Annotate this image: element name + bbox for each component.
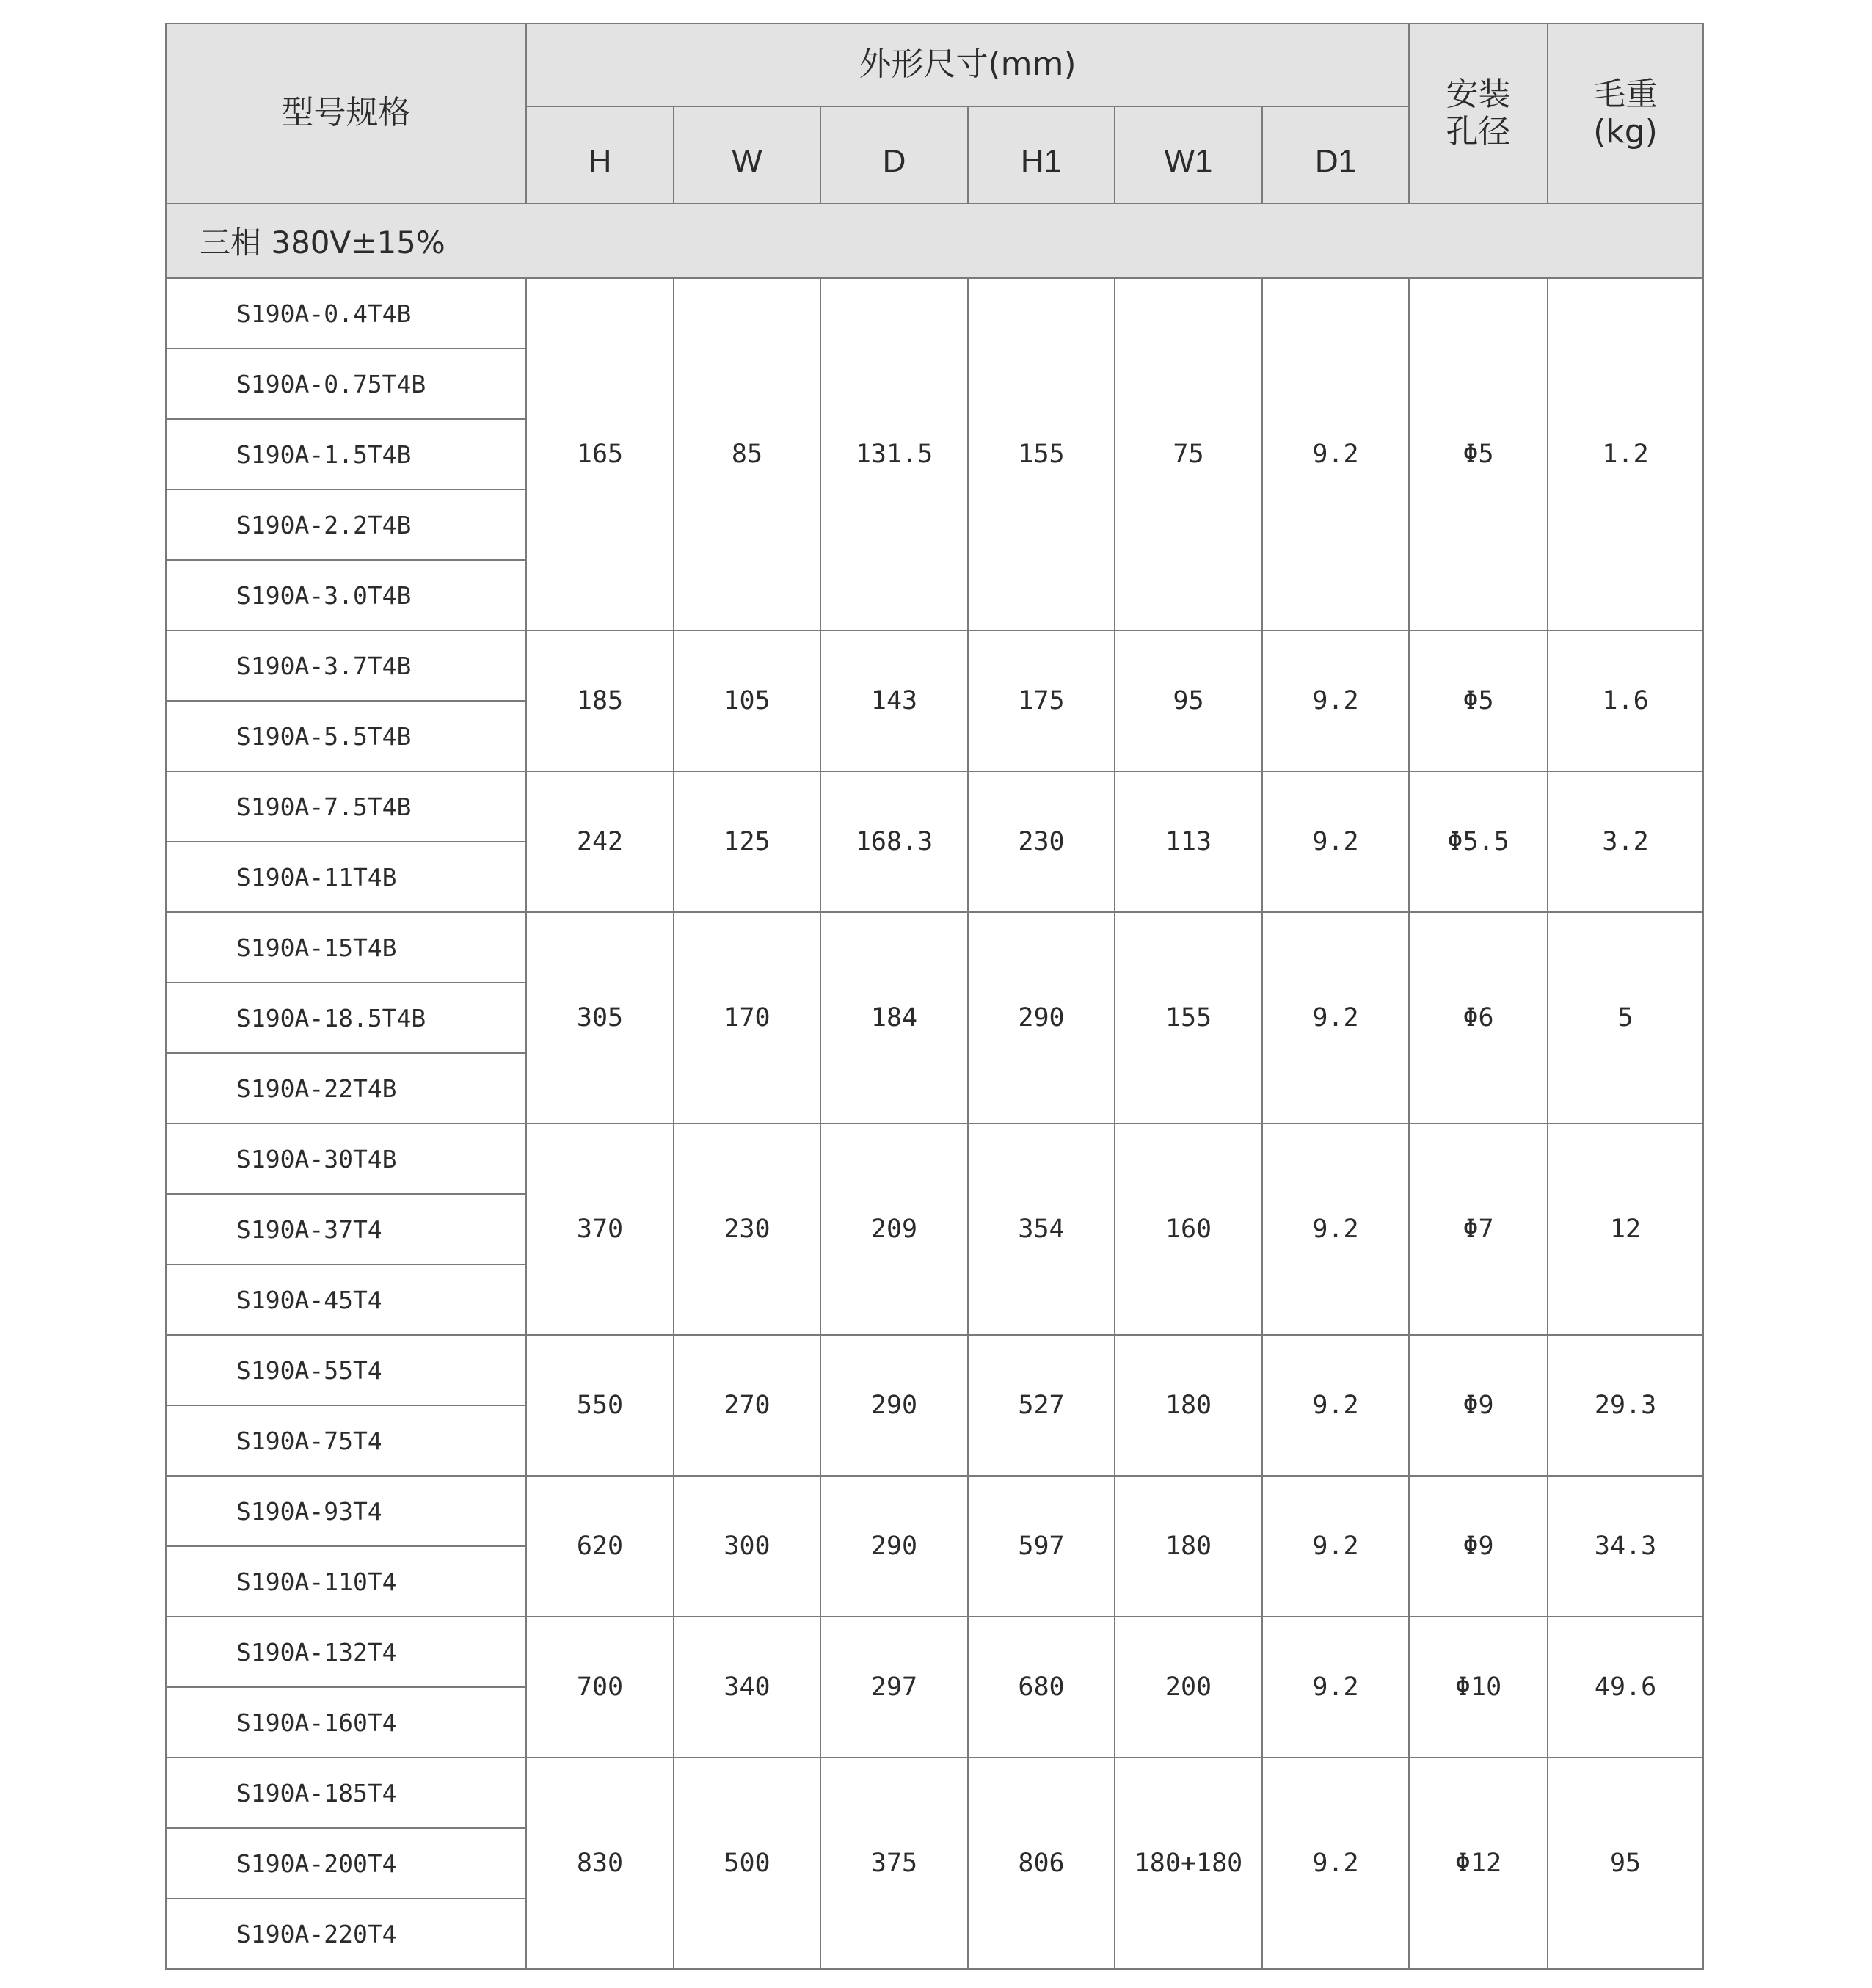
d1-cell: 9.2: [1262, 1476, 1409, 1617]
d1-cell: 9.2: [1262, 771, 1409, 912]
dimensions-header: 外形尺寸(mm): [526, 23, 1409, 106]
weight-header: [1548, 23, 1703, 203]
h-cell: 242: [526, 771, 674, 912]
model-cell: S190A-0.75T4B: [166, 349, 526, 419]
mount-hole-header-line2: 孔径: [1446, 112, 1511, 150]
h-cell: 305: [526, 912, 674, 1124]
mount-hole-cell: Φ6: [1409, 912, 1548, 1124]
model-cell: S190A-2.2T4B: [166, 489, 526, 560]
weight-cell: 3.2: [1548, 771, 1703, 912]
weight-cell: 49.6: [1548, 1617, 1703, 1758]
w1-cell: 180: [1115, 1476, 1262, 1617]
column-header-d1: D1: [1262, 106, 1409, 203]
h-cell: 620: [526, 1476, 674, 1617]
model-cell: S190A-22T4B: [166, 1053, 526, 1124]
column-header-d: D: [820, 106, 968, 203]
mount-hole-cell: Φ10: [1409, 1617, 1548, 1758]
table-header: [166, 23, 1703, 203]
weight-cell: 12: [1548, 1124, 1703, 1335]
h1-cell: 354: [968, 1124, 1115, 1335]
d-cell: 143: [820, 630, 968, 771]
model-cell: S190A-45T4: [166, 1264, 526, 1335]
table-row: [166, 1617, 1703, 1687]
table-row: [166, 278, 1703, 349]
mount-hole-cell: Φ5: [1409, 278, 1548, 630]
model-cell: S190A-5.5T4B: [166, 701, 526, 771]
w1-cell: 155: [1115, 912, 1262, 1124]
h-cell: 550: [526, 1335, 674, 1476]
model-cell: S190A-37T4: [166, 1194, 526, 1264]
weight-header-line1: 毛重: [1593, 75, 1658, 113]
d-cell: 184: [820, 912, 968, 1124]
model-cell: S190A-220T4: [166, 1898, 526, 1969]
model-cell: S190A-93T4: [166, 1476, 526, 1546]
mount-hole-cell: Φ5: [1409, 630, 1548, 771]
mount-hole-cell: Φ9: [1409, 1476, 1548, 1617]
h-cell: 370: [526, 1124, 674, 1335]
mount-hole-header-line1: 安装: [1446, 75, 1511, 113]
model-cell: S190A-110T4: [166, 1546, 526, 1617]
model-cell: S190A-200T4: [166, 1828, 526, 1898]
d1-cell: 9.2: [1262, 278, 1409, 630]
group-row: [166, 203, 1703, 278]
d-cell: 375: [820, 1758, 968, 1969]
h-cell: 185: [526, 630, 674, 771]
d-cell: 168.3: [820, 771, 968, 912]
model-cell: S190A-185T4: [166, 1758, 526, 1828]
model-cell: S190A-55T4: [166, 1335, 526, 1405]
w1-cell: 200: [1115, 1617, 1262, 1758]
column-header-h1: H1: [968, 106, 1115, 203]
model-cell: S190A-132T4: [166, 1617, 526, 1687]
weight-header-line2: (kg): [1593, 112, 1658, 150]
model-cell: S190A-3.0T4B: [166, 560, 526, 630]
d-cell: 297: [820, 1617, 968, 1758]
w-cell: 500: [674, 1758, 820, 1969]
d-cell: 290: [820, 1335, 968, 1476]
w1-cell: 160: [1115, 1124, 1262, 1335]
d-cell: 290: [820, 1476, 968, 1617]
weight-cell: 95: [1548, 1758, 1703, 1969]
model-cell: S190A-3.7T4B: [166, 630, 526, 701]
group-label: 三相 380V±15%: [166, 203, 1703, 278]
table-row: [166, 1335, 1703, 1405]
column-header-w1: W1: [1115, 106, 1262, 203]
table-row: [166, 630, 1703, 701]
h1-cell: 680: [968, 1617, 1115, 1758]
table-row: [166, 771, 1703, 842]
h1-cell: 230: [968, 771, 1115, 912]
spec-table: [165, 23, 1704, 1970]
weight-cell: 1.6: [1548, 630, 1703, 771]
h-cell: 830: [526, 1758, 674, 1969]
w-cell: 85: [674, 278, 820, 630]
w1-cell: 180+180: [1115, 1758, 1262, 1969]
h-cell: 700: [526, 1617, 674, 1758]
table-row: [166, 912, 1703, 983]
w-cell: 270: [674, 1335, 820, 1476]
d-cell: 209: [820, 1124, 968, 1335]
h1-cell: 155: [968, 278, 1115, 630]
mount-hole-cell: Φ7: [1409, 1124, 1548, 1335]
mount-hole-header: [1409, 23, 1548, 203]
model-cell: S190A-18.5T4B: [166, 983, 526, 1053]
d1-cell: 9.2: [1262, 1758, 1409, 1969]
model-cell: S190A-0.4T4B: [166, 278, 526, 349]
header-row-1: [166, 23, 1703, 106]
model-cell: S190A-7.5T4B: [166, 771, 526, 842]
d-cell: 131.5: [820, 278, 968, 630]
model-cell: S190A-11T4B: [166, 842, 526, 912]
table-body: [166, 203, 1703, 1969]
model-cell: S190A-75T4: [166, 1405, 526, 1476]
weight-cell: 1.2: [1548, 278, 1703, 630]
w-cell: 125: [674, 771, 820, 912]
w-cell: 300: [674, 1476, 820, 1617]
model-cell: S190A-15T4B: [166, 912, 526, 983]
weight-cell: 29.3: [1548, 1335, 1703, 1476]
w-cell: 340: [674, 1617, 820, 1758]
mount-hole-cell: Φ5.5: [1409, 771, 1548, 912]
model-header: 型号规格: [166, 23, 526, 203]
table-row: [166, 1758, 1703, 1828]
w1-cell: 95: [1115, 630, 1262, 771]
d1-cell: 9.2: [1262, 1335, 1409, 1476]
h1-cell: 597: [968, 1476, 1115, 1617]
d1-cell: 9.2: [1262, 630, 1409, 771]
column-header-h: H: [526, 106, 674, 203]
w1-cell: 75: [1115, 278, 1262, 630]
d1-cell: 9.2: [1262, 1617, 1409, 1758]
h1-cell: 806: [968, 1758, 1115, 1969]
mount-hole-cell: Φ12: [1409, 1758, 1548, 1969]
column-header-w: W: [674, 106, 820, 203]
h1-cell: 527: [968, 1335, 1115, 1476]
h-cell: 165: [526, 278, 674, 630]
table-row: [166, 1476, 1703, 1546]
model-cell: S190A-30T4B: [166, 1124, 526, 1194]
w-cell: 230: [674, 1124, 820, 1335]
model-cell: S190A-1.5T4B: [166, 419, 526, 489]
weight-cell: 5: [1548, 912, 1703, 1124]
w1-cell: 113: [1115, 771, 1262, 912]
d1-cell: 9.2: [1262, 912, 1409, 1124]
w1-cell: 180: [1115, 1335, 1262, 1476]
mount-hole-cell: Φ9: [1409, 1335, 1548, 1476]
w-cell: 170: [674, 912, 820, 1124]
table-row: [166, 1124, 1703, 1194]
h1-cell: 290: [968, 912, 1115, 1124]
weight-cell: 34.3: [1548, 1476, 1703, 1617]
h1-cell: 175: [968, 630, 1115, 771]
d1-cell: 9.2: [1262, 1124, 1409, 1335]
model-cell: S190A-160T4: [166, 1687, 526, 1758]
w-cell: 105: [674, 630, 820, 771]
